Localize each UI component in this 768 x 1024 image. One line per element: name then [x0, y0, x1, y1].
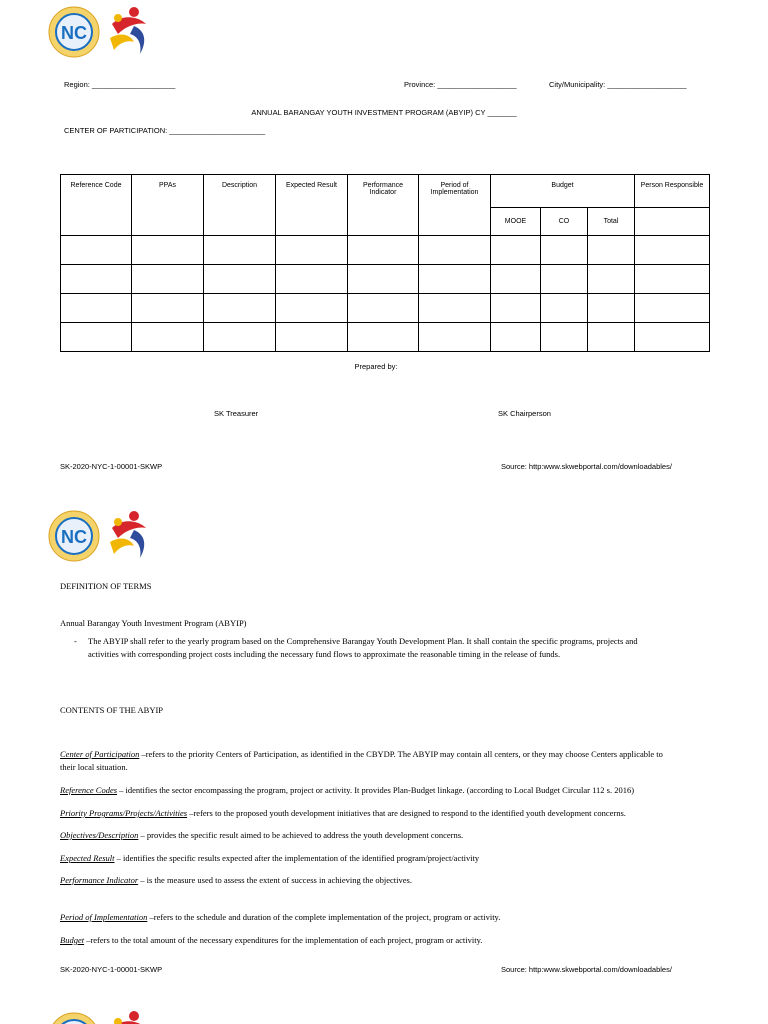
sk-chairperson-signatory: SK Chairperson [498, 409, 551, 418]
definition-term: Reference Codes [60, 785, 118, 795]
definition-term: Performance Indicator [60, 875, 139, 885]
table-row [61, 265, 710, 294]
header-description: Description [204, 175, 276, 236]
definition-item [60, 829, 710, 842]
nyc-logo-page2 [48, 510, 100, 562]
table-cell[interactable] [204, 294, 276, 323]
definition-text-cont: their local situation. [60, 762, 128, 772]
table-cell[interactable] [348, 294, 419, 323]
city-municipality-field[interactable]: City/Municipality: ___________________ [549, 80, 687, 89]
table-cell[interactable] [348, 265, 419, 294]
table-cell[interactable] [132, 236, 204, 265]
header-ppas: PPAs [132, 175, 204, 236]
table-cell[interactable] [419, 236, 491, 265]
table-cell[interactable] [635, 265, 710, 294]
table-cell[interactable] [588, 265, 635, 294]
header-mooe: MOOE [491, 208, 541, 236]
definition-item [60, 911, 710, 924]
table-row [61, 323, 710, 352]
table-cell[interactable] [419, 294, 491, 323]
abyip-definition-line1: The ABYIP shall refer to the yearly program based on the Comprehensive Barangay Youth Development Plan. It shall contain the specific programs, projects and [88, 636, 638, 646]
sk-logo-page2 [104, 508, 154, 564]
table-cell[interactable] [635, 294, 710, 323]
table-row [61, 236, 710, 265]
table-cell[interactable] [491, 294, 541, 323]
table-cell[interactable] [491, 236, 541, 265]
table-cell[interactable] [588, 294, 635, 323]
definition-text: –refers to the priority Centers of Participation, as identified in the CBYDP. The ABYIP may contain all centers, or they may choose Centers applicable to [139, 749, 663, 759]
header-co: CO [541, 208, 588, 236]
definition-text: –refers to the total amount of the necessary expenditures for the implementation of each project, program or activity. [84, 935, 483, 945]
table-cell[interactable] [132, 294, 204, 323]
table-cell[interactable] [348, 236, 419, 265]
footer-source-page2: Source: http:www.skwebportal.com/downloadables/ [501, 965, 672, 974]
abyip-table [60, 174, 710, 352]
header-reference-code: Reference Code [61, 175, 132, 236]
abyip-term: Annual Barangay Youth Investment Program (ABYIP) [60, 618, 247, 628]
region-field[interactable]: Region: ____________________ [64, 80, 176, 89]
definition-text: – identifies the specific results expected after the implementation of the identified program/project/activity [114, 853, 480, 863]
definition-term: Center of Participation [60, 749, 140, 759]
header-expected-result: Expected Result [276, 175, 348, 236]
table-cell[interactable] [588, 323, 635, 352]
nyc-logo-letters: NC [61, 23, 87, 43]
header-budget: Budget [491, 175, 635, 208]
header-total: Total [588, 208, 635, 236]
table-cell[interactable] [635, 236, 710, 265]
footer-source: Source: http:www.skwebportal.com/downloadables/ [501, 462, 672, 471]
table-cell[interactable] [419, 323, 491, 352]
definition-item [60, 784, 710, 797]
header-person-responsible-sub [635, 208, 710, 236]
nyc-logo-letters: NC [61, 527, 87, 547]
abyip-bullet: - [74, 636, 77, 646]
table-cell[interactable] [491, 265, 541, 294]
table-cell[interactable] [276, 323, 348, 352]
header-person-responsible: Person Responsible [635, 175, 710, 208]
definition-term: Priority Programs/Projects/Activities [60, 808, 188, 818]
province-field[interactable]: Province: ___________________ [404, 80, 517, 89]
definition-text: – identifies the sector encompassing the program, project or activity. It provides Plan-Budget linkage. (according to Local Budget Circular 112 s. 2016) [117, 785, 635, 795]
definition-term: Period of Implementation [60, 912, 148, 922]
sk-treasurer-signatory: SK Treasurer [214, 409, 259, 418]
footer-document-code-page2: SK-2020-NYC-1-00001-SKWP [60, 965, 163, 974]
table-cell[interactable] [204, 323, 276, 352]
table-cell[interactable] [635, 323, 710, 352]
table-cell[interactable] [61, 236, 132, 265]
table-cell[interactable] [204, 236, 276, 265]
header-period-of-implementation: Period of Implementation [419, 175, 491, 236]
table-cell[interactable] [61, 323, 132, 352]
abyip-definition-line2: activities with corresponding project costs including the necessary fund flows to approximate the reasonable timing in the release of funds. [88, 649, 561, 659]
abyip-definition [88, 635, 718, 661]
header-performance-indicator: Performance Indicator [348, 175, 419, 236]
table-row [61, 294, 710, 323]
definition-text: – provides the specific result aimed to be achieved to address the youth development concerns. [138, 830, 464, 840]
table-cell[interactable] [276, 294, 348, 323]
contents-heading: CONTENTS OF THE ABYIP [60, 705, 164, 715]
definition-text: –refers to the schedule and duration of the complete implementation of the project, program or activity. [147, 912, 501, 922]
definition-item [60, 934, 710, 947]
table-cell[interactable] [541, 294, 588, 323]
prepared-by-label: Prepared by: [354, 362, 398, 371]
table-cell[interactable] [132, 323, 204, 352]
definition-text: – is the measure used to assess the extent of success in achieving the objectives. [138, 875, 412, 885]
nyc-logo-page3 [48, 1012, 100, 1024]
definition-item [60, 852, 710, 865]
form-title: ANNUAL BARANGAY YOUTH INVESTMENT PROGRAM (ABYIP) CY _______ [251, 108, 517, 117]
definition-term: Budget [60, 935, 85, 945]
definition-item [60, 874, 710, 887]
table-cell[interactable] [276, 236, 348, 265]
table-cell[interactable] [132, 265, 204, 294]
table-cell[interactable] [419, 265, 491, 294]
table-cell[interactable] [491, 323, 541, 352]
sk-logo-page1 [104, 4, 154, 60]
nyc-logo-page1 [48, 6, 100, 58]
definition-term: Objectives/Description [60, 830, 139, 840]
table-cell[interactable] [61, 265, 132, 294]
table-cell[interactable] [541, 265, 588, 294]
table-cell[interactable] [204, 265, 276, 294]
table-cell[interactable] [541, 323, 588, 352]
definition-item [60, 807, 710, 820]
table-cell[interactable] [588, 236, 635, 265]
definition-text: –refers to the proposed youth development initiatives that are designed to respond to the identified youth development concerns. [187, 808, 626, 818]
footer-document-code: SK-2020-NYC-1-00001-SKWP [60, 462, 163, 471]
table-cell[interactable] [276, 265, 348, 294]
definition-term: Expected Result [60, 853, 115, 863]
sk-logo-page3 [104, 1008, 154, 1024]
center-of-participation-field[interactable]: CENTER OF PARTICIPATION: _______________________ [64, 126, 266, 135]
table-cell[interactable] [61, 294, 132, 323]
definition-of-terms-heading: DEFINITION OF TERMS [60, 581, 152, 591]
definition-item [60, 748, 710, 774]
table-cell[interactable] [348, 323, 419, 352]
table-cell[interactable] [541, 236, 588, 265]
